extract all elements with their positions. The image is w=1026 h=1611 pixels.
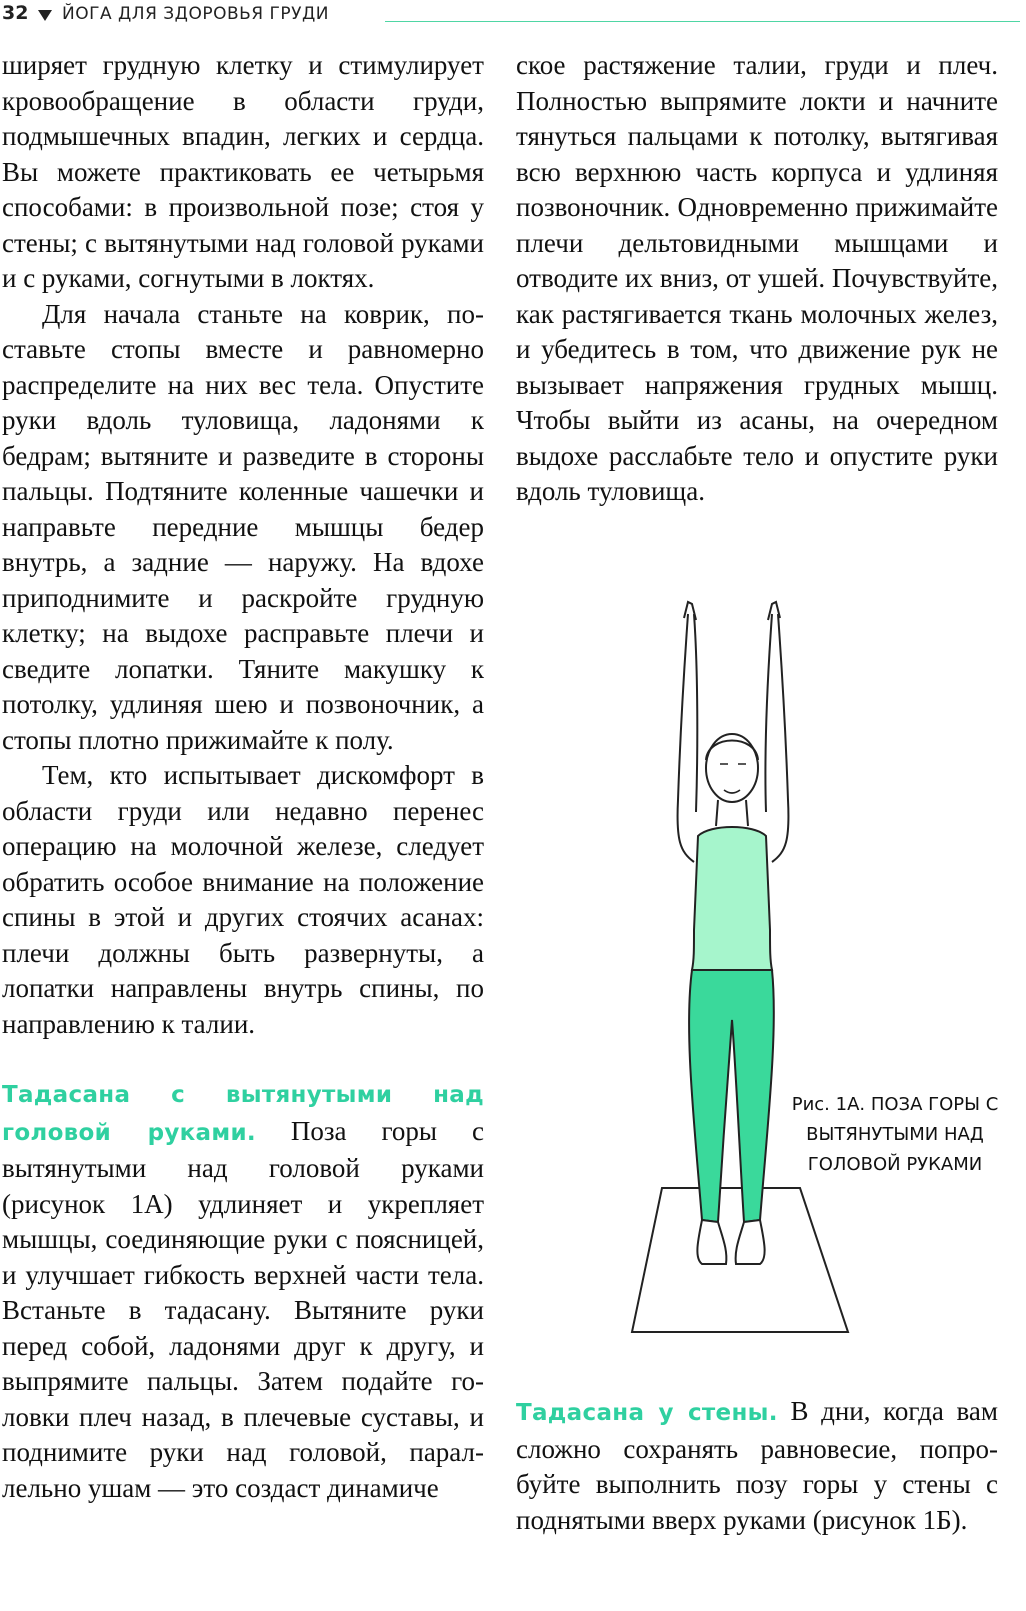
illustration-figure bbox=[610, 600, 870, 1360]
triangle-down-icon bbox=[38, 10, 52, 21]
yoga-pose-illustration bbox=[610, 600, 870, 1360]
running-title: ЙОГА ДЛЯ ЗДОРОВЬЯ ГРУДИ bbox=[62, 4, 329, 24]
section-paragraph bbox=[516, 1394, 998, 1538]
spacer bbox=[2, 1042, 484, 1076]
tank-top bbox=[692, 827, 772, 970]
section-text: Поза горы с вытянутыми над головой руками (рисунок 1А) удлиняет и укрепляет мышцы, соединяющие руки с поясницей, и улучшает гибкость верхней части тела. Встаньте в тадасану. Вытяните руки перед собой, ладонями друг к другу, и выпрямите пальцы. Затем подайте головки плеч назад, в плечевые суставы, и поднимите руки над головой, параллельно ушам — это создаст динамиче bbox=[2, 1115, 484, 1503]
right-column-bottom bbox=[516, 1394, 998, 1538]
paragraph: Для начала станьте на коврик, поставьте стопы вместе и равномерно распределите на них вес тела. Опустите руки вдоль туловища, ладонями к бедрам; вытяните и разведите в стороны пальцы. Подтяните коленные чашечки и направьте передние мышцы бедер внутрь, а задние — наружу. На вдохе приподнимите и раскройте грудную клетку; на выдохе расправьте плечи и сведите лопатки. Тяните макушку к потолку, удлиняя шею и позвоночник, а стопы плотно прижимайте к полу. bbox=[2, 298, 484, 755]
paragraph: ское растяжение талии, груди и плеч. Полностью выпрямите локти и начните тянуться пальцами к потолку, вытягивая всю верхнюю часть корпуса и удлиняя позвоночник. Одновременно прижимайте плечи дельтовидными мышцами и отводите их вниз, от ушей. Почувствуйте, как растягивается ткань молочных желез, и убедитесь в том, что движение рук не вызывает напряжения грудных мышц. Чтобы выйти из асаны, на очередном выдохе расслабьте тело и опустите руки вдоль туловища. bbox=[516, 50, 998, 506]
head bbox=[706, 734, 758, 802]
paragraph: ширяет грудную клетку и стимулирует кровообращение в области груди, подмышечных впадин, легких и сердца. Вы можете практиковать ее четырьмя способами: в произвольной позе; стоя у стены; с вытянутыми над головой руками и с руками, согнутыми в локтях. bbox=[2, 50, 484, 293]
header-rule bbox=[385, 21, 1020, 22]
left-column bbox=[2, 48, 484, 1506]
section-text: В дни, когда вам сложно сохранять равновесие, попробуйте выполнить позу горы у стены с поднятыми вверх руками (рисунок 1Б). bbox=[516, 1396, 998, 1535]
leggings bbox=[689, 970, 774, 1222]
page-number: 32 bbox=[2, 2, 29, 24]
paragraph: Тем, кто испытывает дискомфорт в области груди или недавно перенес операцию на молочной железе, следует обратить особое внимание на положение спины в этой и других стоячих асанах: плечи должны быть развернуты, а лопатки направлены внутрь спины, по направлению к талии. bbox=[2, 760, 484, 1039]
section-heading: Тадасана с вытянутыми над головой руками. bbox=[2, 1082, 484, 1146]
running-head bbox=[0, 0, 1020, 30]
section-paragraph bbox=[2, 1076, 484, 1506]
section-heading: Тадасана у стены. bbox=[516, 1400, 778, 1426]
right-column bbox=[516, 48, 998, 510]
figure-caption: Рис. 1А. ПОЗА ГОРЫ С ВЫТЯНУТЫМИ НАД ГОЛОВОЙ РУКАМИ bbox=[791, 1094, 999, 1175]
